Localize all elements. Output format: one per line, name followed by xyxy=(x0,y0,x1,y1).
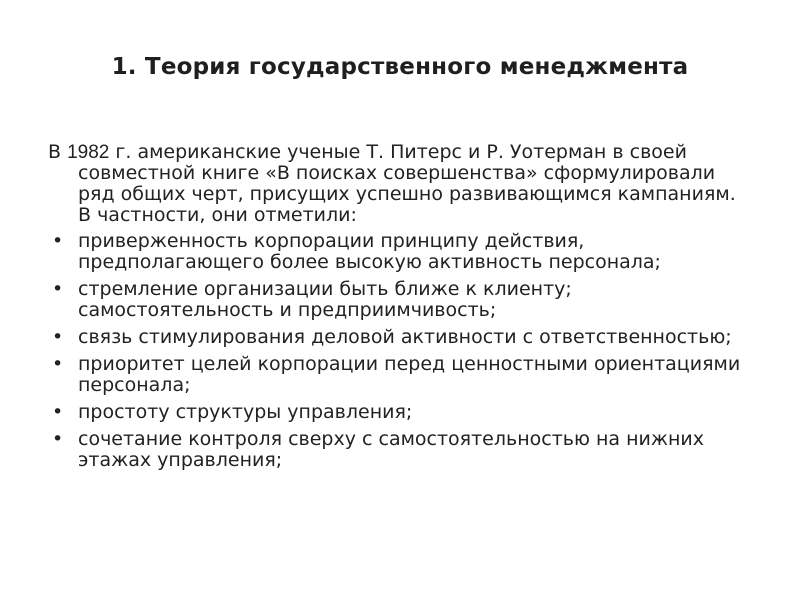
slide-title: 1. Теория государственного менеджмента xyxy=(111,54,689,80)
intro-year: 1982 xyxy=(67,142,110,163)
intro-paragraph xyxy=(48,142,748,226)
bullet-list xyxy=(48,231,748,471)
bullet-icon: • xyxy=(52,428,64,450)
bullet-icon: • xyxy=(52,326,64,348)
list-item-text: сочетание контроля сверху с самостоятельностью на нижних этажах управления; xyxy=(78,428,705,471)
bullet-icon: • xyxy=(52,401,64,423)
list-item xyxy=(48,231,748,273)
list-item xyxy=(48,327,748,348)
list-item-text: стремление организации быть ближе к клиенту; самостоятельность и предприимчивость; xyxy=(78,278,572,321)
bullet-icon: • xyxy=(52,278,64,300)
intro-text: г. американские ученые Т. Питерс и Р. Уотерман в своей совместной книге «В поисках совершенства» сформулировали ряд общих черт, присущих успешно развивающимся кампаниям. В частности, они отметили: xyxy=(78,141,736,226)
list-item xyxy=(48,354,748,396)
list-item-text: простоту структуры управления; xyxy=(78,401,413,423)
list-item-text: приоритет целей корпорации перед ценностными ориентациями персонала; xyxy=(78,353,741,396)
list-item xyxy=(48,402,748,423)
intro-prefix: В xyxy=(48,141,68,163)
list-item-text: связь стимулирования деловой активности с ответственностью; xyxy=(78,326,732,348)
list-item-text: приверженность корпорации принципу действия, предполагающего более высокую активность персонала; xyxy=(78,230,661,273)
list-item xyxy=(48,429,748,471)
bullet-icon: • xyxy=(52,230,64,252)
slide-body xyxy=(48,142,748,477)
list-item xyxy=(48,279,748,321)
bullet-icon: • xyxy=(52,353,64,375)
